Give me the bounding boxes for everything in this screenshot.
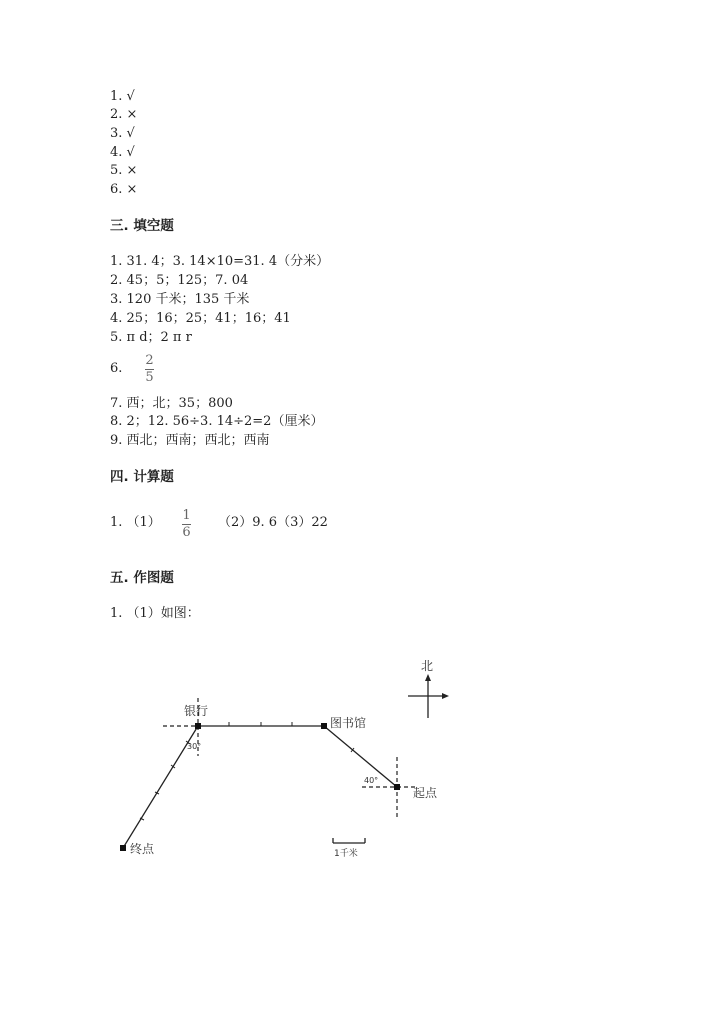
draw-answer-1: 1. （1）如图： bbox=[110, 606, 200, 621]
judge-answer-1: 1. √ bbox=[110, 89, 135, 104]
judge-answer-3: 3. √ bbox=[110, 126, 135, 141]
north-label: 北 bbox=[421, 659, 434, 673]
denominator: 6 bbox=[182, 525, 191, 540]
fill-answer-5: 5. π d；2 π r bbox=[110, 330, 192, 345]
end-label: 终点 bbox=[130, 842, 155, 856]
judge-answer-5: 5. × bbox=[110, 163, 138, 178]
numerator: 1 bbox=[182, 508, 191, 523]
fill-answer-2: 2. 45；5；125；7. 04 bbox=[110, 273, 249, 288]
denominator: 5 bbox=[145, 370, 154, 385]
angle-30-label: 30° bbox=[187, 742, 202, 751]
fill-answer-8: 8. 2；12. 56÷3. 14÷2=2（厘米） bbox=[110, 414, 324, 429]
east-arrow-icon bbox=[442, 693, 449, 699]
fill-answer-6-label: 6. bbox=[110, 361, 123, 376]
scale-label: 1千米 bbox=[334, 849, 358, 859]
angle-40-label: 40° bbox=[364, 776, 379, 785]
section-3-title: 三. 填空题 bbox=[110, 218, 174, 234]
library-start-path bbox=[324, 726, 397, 787]
judge-answer-4: 4. √ bbox=[110, 145, 135, 160]
start-label: 起点 bbox=[413, 786, 438, 800]
calc-answer-1-label: 1. （1） bbox=[110, 515, 161, 530]
fill-answer-4: 4. 25；16；25；41；16；41 bbox=[110, 311, 291, 326]
bank-point bbox=[195, 723, 201, 729]
start-point bbox=[394, 784, 400, 790]
section-5-title: 五. 作图题 bbox=[110, 570, 174, 586]
fill-answer-7: 7. 西；北；35；800 bbox=[110, 396, 233, 411]
fill-answer-3: 3. 120 千米；135 千米 bbox=[110, 292, 250, 307]
library-point bbox=[321, 723, 327, 729]
library-label: 图书馆 bbox=[330, 716, 367, 730]
section-4-title: 四. 计算题 bbox=[110, 469, 174, 485]
north-arrow-icon bbox=[425, 674, 431, 681]
fill-answer-1: 1. 31. 4；3. 14×10=31. 4（分米） bbox=[110, 254, 330, 269]
end-point bbox=[120, 845, 126, 851]
judge-answer-6: 6. × bbox=[110, 182, 138, 197]
fill-answer-9: 9. 西北；西南；西北；西南 bbox=[110, 433, 270, 448]
bank-label: 银行 bbox=[184, 704, 209, 718]
judge-answer-2: 2. × bbox=[110, 107, 138, 122]
numerator: 2 bbox=[145, 353, 154, 368]
calc-answer-1-rest: （2）9. 6（3）22 bbox=[218, 515, 328, 530]
